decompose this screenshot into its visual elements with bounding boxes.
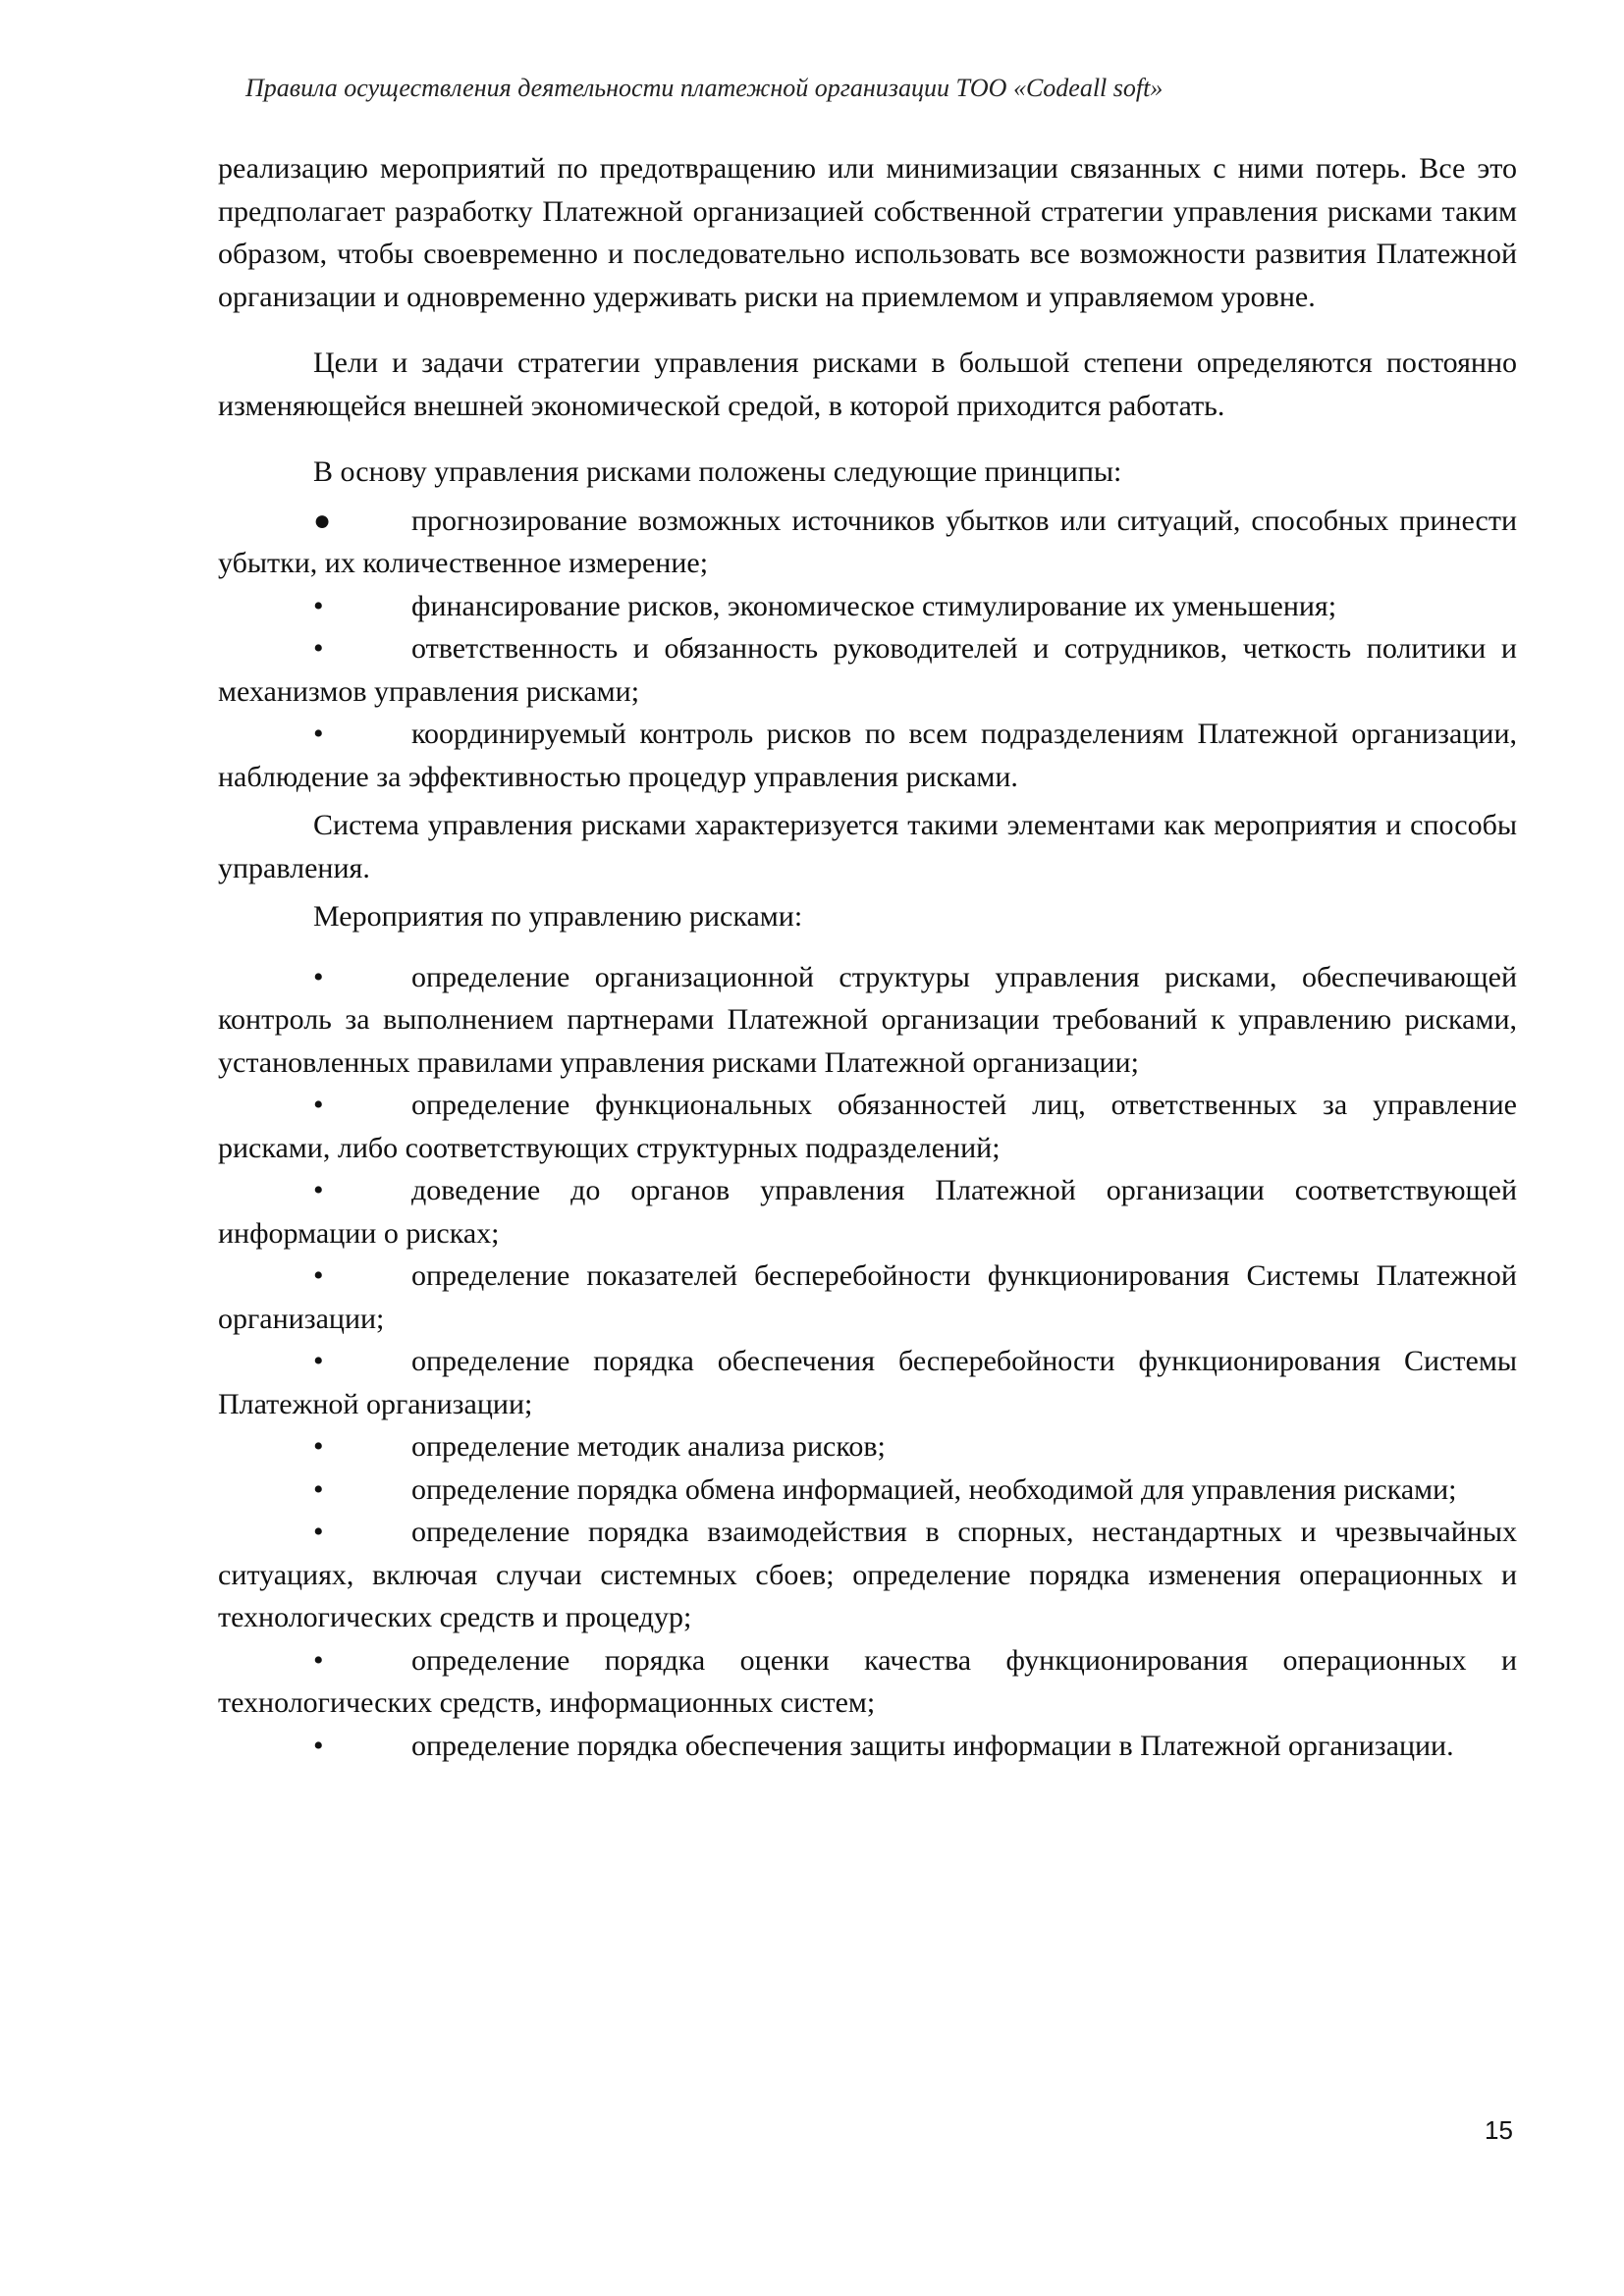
list-item [218, 1169, 1517, 1255]
bullet-icon: • [313, 589, 324, 622]
list-item-text: определение показателей бесперебойности функционирования Системы Платежной организации; [218, 1259, 1517, 1335]
list-item [218, 956, 1517, 1085]
bullet-icon: • [313, 1345, 324, 1377]
list-item-text: финансирование рисков, экономическое стимулирование их уменьшения; [411, 589, 1337, 622]
list-item-text: координируемый контроль рисков по всем подразделениям Платежной организации, наблюдение за эффективностью процедур управления рисками. [218, 718, 1517, 793]
page-number: 15 [1485, 2115, 1513, 2145]
list-item [218, 500, 1517, 585]
bullet-icon: • [313, 1472, 324, 1506]
list-item [218, 1255, 1517, 1340]
list-item-text: определение организационной структуры управления рисками, обеспечивающей контроль за выполнением партнерами Платежной организации требований к управлению рисками, установленных правилами управления рисками Платежной организации; [218, 960, 1517, 1079]
list-item [218, 1639, 1517, 1725]
list-item-text: определение порядка обеспечения бесперебойности функционирования Системы Платежной организации; [218, 1345, 1517, 1420]
list-item-text: доведение до органов управления Платежной организации соответствующей информации о рисках; [218, 1174, 1517, 1250]
bullet-icon: • [313, 718, 324, 750]
list-item [218, 1725, 1517, 1768]
list-item [218, 1511, 1517, 1639]
bullet-icon: • [313, 1174, 324, 1206]
measures-heading: Мероприятия по управлению рисками: [313, 900, 803, 933]
list-item [218, 1340, 1517, 1425]
intro-paragraph: реализацию мероприятий по предотвращению или минимизации связанных с ними потерь. Все это предполагает разработку Платежной организацией собственной стратегии управления рисками таким образом, чтобы своевременно и последовательно использовать все возможности развития Платежной организации и одновременно удерживать риски на приемлемом и управляемом уровне. [218, 152, 1517, 313]
bullet-icon: • [313, 960, 324, 993]
list-item [218, 627, 1517, 713]
document-body [218, 147, 1517, 1767]
list-item-text: определение порядка обеспечения защиты информации в Платежной организации. [411, 1729, 1454, 1762]
list-item [218, 1468, 1517, 1512]
list-item-text: определение функциональных обязанностей лиц, ответственных за управление рисками, либо соответствующих структурных подразделений; [218, 1089, 1517, 1164]
principles-heading: В основу управления рисками положены следующие принципы: [313, 455, 1122, 488]
bullet-icon: • [313, 1729, 324, 1762]
list-item [218, 585, 1517, 628]
bullet-icon: ● [313, 504, 332, 537]
list-item [218, 1084, 1517, 1169]
system-paragraph: Система управления рисками характеризуется такими элементами как мероприятия и способы управления. [218, 809, 1517, 884]
goals-paragraph: Цели и задачи стратегии управления рисками в большой степени определяются постоянно изменяющейся внешней экономической средой, в которой приходится работать. [218, 347, 1517, 422]
bullet-icon: • [313, 1089, 324, 1121]
page-header: Правила осуществления деятельности платежной организации ТОО «Codeall soft» [245, 74, 1164, 102]
list-item [218, 713, 1517, 798]
principles-list [218, 500, 1517, 799]
list-item-text: прогнозирование возможных источников убытков или ситуаций, способных принести убытки, их количественное измерение; [218, 504, 1517, 579]
bullet-icon: • [313, 1643, 324, 1677]
bullet-icon: • [313, 632, 324, 665]
list-item-text: определение порядка взаимодействия в спорных, нестандартных и чрезвычайных ситуациях, включая случаи системных сбоев; определение порядка изменения операционных и технологических средств и процедур; [218, 1516, 1517, 1633]
list-item-text: ответственность и обязанность руководителей и сотрудников, четкость политики и механизмов управления рисками; [218, 632, 1517, 708]
bullet-icon: • [313, 1516, 324, 1548]
bullet-icon: • [313, 1259, 324, 1292]
bullet-icon: • [313, 1430, 324, 1463]
measures-list [218, 956, 1517, 1768]
list-item-text: определение порядка оценки качества функционирования операционных и технологических средств, информационных систем; [218, 1643, 1517, 1719]
list-item-text: определение порядка обмена информацией, необходимой для управления рисками; [411, 1472, 1457, 1506]
list-item-text: определение методик анализа рисков; [411, 1430, 886, 1463]
list-item [218, 1425, 1517, 1468]
